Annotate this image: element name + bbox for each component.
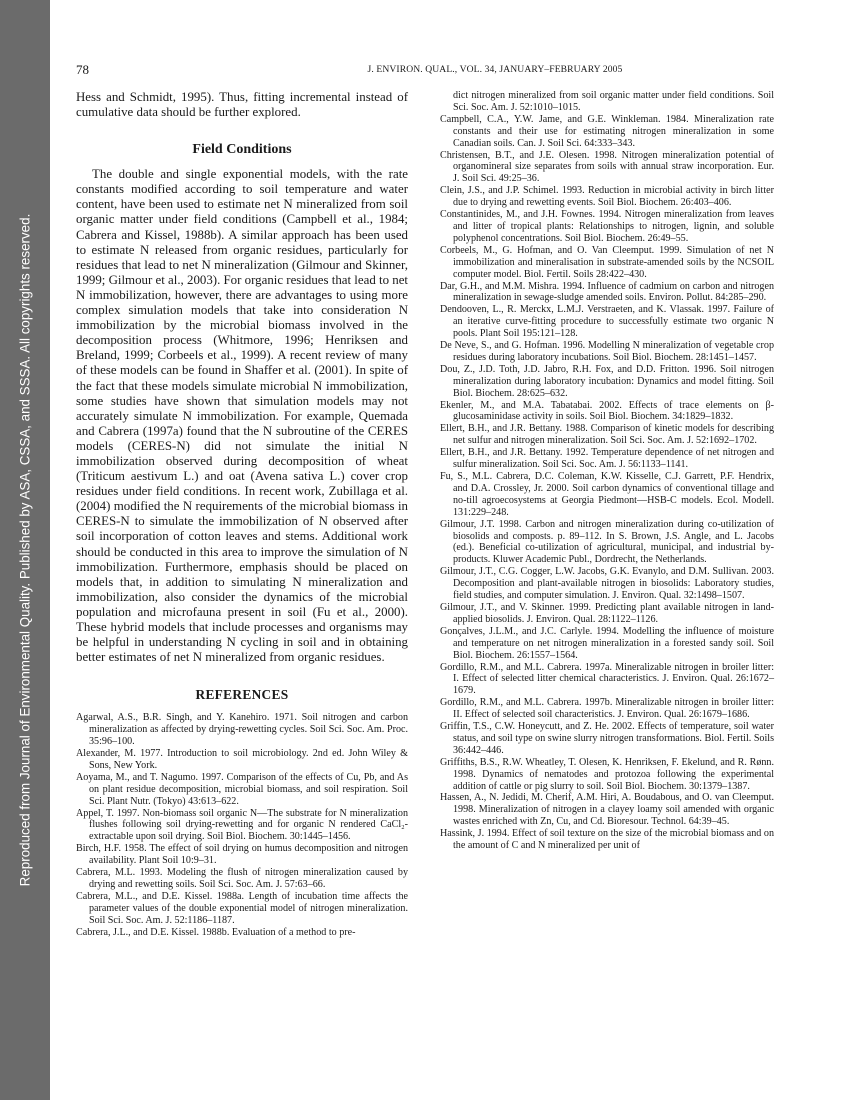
reference-entry: Gordillo, R.M., and M.L. Cabrera. 1997a. Mineralizable nitrogen in broiler litter: I. Effect of selected litter chemical characteristics. J. Environ. Qual. 26:1672–1679. (440, 661, 774, 697)
reference-entry: Hassink, J. 1994. Effect of soil texture on the size of the microbial biomass and on the amount of C and N mineralized per unit of (440, 828, 774, 852)
reference-entry: Birch, H.F. 1958. The effect of soil drying on humus decomposition and nitrogen availability. Plant Soil 10:9–31. (76, 843, 408, 867)
reference-entry: Alexander, M. 1977. Introduction to soil microbiology. 2nd ed. John Wiley & Sons, New York. (76, 748, 408, 771)
reference-entry: Ellert, B.H., and J.R. Bettany. 1988. Comparison of kinetic models for describing net sulfur and nitrogen mineralization. Soil Sci. Soc. Am. J. 52:1692–1702. (440, 423, 774, 447)
reference-list (440, 114, 774, 852)
reference-entry: Constantinides, M., and J.H. Fownes. 1994. Nitrogen mineralization from leaves and litter of tropical plants: Relationships to nitrogen, lignin, and soluble polyphenol concentrations. Soil Biol. Biochem. 26:49–55. (440, 209, 774, 244)
reference-entry: Dar, G.H., and M.M. Mishra. 1994. Influence of cadmium on carbon and nitrogen mineralization in sewage-sludge amended soils. Environ. Pollut. 84:285–290. (440, 280, 774, 304)
reference-entry: Gilmour, J.T., and V. Skinner. 1999. Predicting plant available nitrogen in land-applied biosolids. J. Environ. Qual. 28:1122–1126. (440, 601, 774, 625)
reference-entry: Griffiths, B.S., R.W. Wheatley, T. Olesen, K. Henriksen, F. Ekelund, and R. Rønn. 1998. Dynamics of nematodes and protozoa following the experimental addition of cattle or pig slurry to soil. Soil Biol. Biochem. 30:1379–1387. (440, 756, 774, 792)
reference-list (76, 712, 408, 938)
paragraph: The double and single exponential models, with the rate constants modified according to soil temperature and water content, have been used to estimate net N mineralized from soil organic matter under field conditions (Campbell et al., 1984; Cabrera and Kissel, 1988b). A similar approach has been used to estimate N released from organic residues, particularly for residues that lead to net N mineralization (Gilmour and Skinner, 1999; Gilmour et al., 2003). For organic residues that lead to net N immobilization, however, there are advantages to using more complex simulation models that take into consideration N immobilization by the microbial biomass involved in the decomposition process (Whitmore, 1996; Henriksen and Breland, 1999; Corbeels et al., 1999). A recent review of many of these models can be found in Shaffer et al. (2001). In spite of the fact that these models simulate microbial N immobilization, some studies have shown that simulation models may not accurately simulate N immobilization. For example, Quemada and Cabrera (1997a) found that the N subroutine of the CERES models (CERES-N) did not simulate the initial N immobilization observed during decomposition of wheat (Triticum aestivum L.) and oat (Avena sativa L.) cover crop residues under field conditions. In recent work, Zubillaga et al. (2004) modified the N requirements of the microbial biomass in CERES-N to simulate the immobilization of N observed after soil incorporation of cotton leaves and stems. Additional work should be conducted in this area to improve the simulation of N immobilization. Furthermore, emphasis should be placed on models that, in addition to simulating N mineralization and immobilization, also consider the dynamics of the microbial population and microfauna present in soil (Fu et al., 2000). These hybrid models that include processes and organisms may be helpful in understanding N cycling in soil and in obtaining better estimates of net N mineralized from organic residues. (76, 167, 408, 665)
reference-entry: Campbell, C.A., Y.W. Jame, and G.E. Winkleman. 1984. Mineralization rate constants and their use for estimating nitrogen mineralization in some Canadian soils. Can. J. Soil Sci. 64:333–343. (440, 113, 774, 149)
reference-entry: Gordillo, R.M., and M.L. Cabrera. 1997b. Mineralizable nitrogen in broiler litter: II. Effect of selected soil characteristics. J. Environ. Qual. 26:1679–1686. (440, 697, 774, 721)
reference-entry: Ellert, B.H., and J.R. Bettany. 1992. Temperature dependence of net nitrogen and sulfur mineralization. Soil Sci. Soc. Am. J. 56:1133–1141. (440, 447, 774, 471)
reference-entry: Griffin, T.S., C.W. Honeycutt, and Z. He. 2002. Effects of temperature, soil water status, and soil type on swine slurry nitrogen transformations. Biol. Fertil. Soils 36:442–446. (440, 721, 775, 756)
reference-continuation: dict nitrogen mineralized from soil organic matter under field conditions. Soil Sci. Soc. Am. J. 52:1010–1015. (453, 90, 774, 113)
reference-entry: Gonçalves, J.L.M., and J.C. Carlyle. 1994. Modelling the influence of moisture and temperature on net nitrogen mineralization in a forested sandy soil. Soil Biol. Biochem. 26:1557–1564. (440, 625, 774, 661)
references-heading: REFERENCES (195, 687, 289, 703)
page-number: 78 (76, 62, 89, 77)
reference-entry: Gilmour, J.T. 1998. Carbon and nitrogen mineralization during co-utilization of biosolids and composts. p. 89–112. In S. Brown, J.S. Angle, and L. Jacobs (ed.). Beneficial co-utilization of agricultural, municipal, and industrial by-products. Kluwer Academic Publ., Dordrecht, the Netherlands. (440, 518, 774, 566)
running-head: J. ENVIRON. QUAL., VOL. 34, JANUARY–FEBRUARY 2005 (367, 64, 623, 75)
reference-entry: Corbeels, M., G. Hofman, and O. Van Cleemput. 1999. Simulation of net N immobilization and mineralisation in substrate-amended soils by the NCSOIL computer model. Biol. Fertil. Soils 28:422–430. (440, 244, 774, 280)
reference-entry: Agarwal, A.S., B.R. Singh, and Y. Kanehiro. 1971. Soil nitrogen and carbon mineralization as affected by drying-rewetting cycles. Soil Sci. Soc. Am. Proc. 35:96–100. (76, 712, 408, 748)
copyright-sidebar (0, 0, 50, 1100)
reference-entry: Hassen, A., N. Jedidi, M. Cherif, A.M. Hiri, A. Boudabous, and O. van Cleemput. 1998. Mineralization of nitrogen in a clayey loamy soil amended with organic wastes enriched with Zn, Cu, and Cd. Bioresour. Technol. 64:39–45. (440, 792, 774, 828)
reference-entry: Christensen, B.T., and J.E. Olesen. 1998. Nitrogen mineralization potential of organomineral size separates from soils with annual straw incorporation. Eur. J. Soil Sci. 49:25–36. (440, 149, 774, 185)
left-column (76, 90, 408, 939)
reference-entry: De Neve, S., and G. Hofman. 1996. Modelling N mineralization of vegetable crop residues during laboratory incubations. Soil Biol. Biochem. 28:1451–1457. (440, 340, 774, 363)
right-column (440, 90, 774, 852)
reference-entry: Ekenler, M., and M.A. Tabatabai. 2002. Effects of trace elements on β-glucosaminidase activity in soils. Soil Biol. Biochem. 34:1829–1832. (440, 399, 774, 423)
paragraph: Hess and Schmidt, 1995). Thus, fitting incremental instead of cumulative data should be further explored. (76, 90, 408, 120)
reference-entry: Dendooven, L., R. Merckx, L.M.J. Verstraeten, and K. Vlassak. 1997. Failure of an iterative curve-fitting procedure to successfully estimate two organic N pools. Plant Soil 195:121–128. (440, 304, 774, 340)
reference-entry: Cabrera, J.L., and D.E. Kissel. 1988b. Evaluation of a method to pre- (76, 926, 356, 938)
copyright-notice: Reproduced from Journal of Environmental Quality. Published by ASA, CSSA, and SSSA. All copyrights reserved. (17, 213, 33, 887)
reference-entry: Appel, T. 1997. Non-biomass soil organic N—The substrate for N mineralization flushes following soil drying-rewetting and for organic N rendered CaCl₂-extractable upon soil drying. Soil Biol. Biochem. 30:1445–1456. (76, 807, 408, 843)
reference-entry: Aoyama, M., and T. Nagumo. 1997. Comparison of the effects of Cu, Pb, and As on plant residue decomposition, microbial biomass, and soil respiration. Soil Sci. Plant Nutr. (Tokyo) 43:613–622. (76, 771, 408, 807)
reference-entry: Fu, S., M.L. Cabrera, D.C. Coleman, K.W. Kisselle, C.J. Garrett, P.F. Hendrix, and D.A. Crossley, Jr. 2000. Soil carbon dynamics of conventional tillage and no-till agroecosystems at Georgia Piedmont—HSB-C models. Ecol. Modell. 131:229–248. (440, 471, 774, 518)
reference-entry: Cabrera, M.L. 1993. Modeling the flush of nitrogen mineralization caused by drying and rewetting soils. Soil Sci. Soc. Am. J. 57:63–66. (76, 867, 408, 890)
reference-entry: Clein, J.S., and J.P. Schimel. 1993. Reduction in microbial activity in birch litter due to drying and rewetting events. Soil Biol. Biochem. 26:403–406. (440, 185, 774, 209)
reference-entry: Dou, Z., J.D. Toth, J.D. Jabro, R.H. Fox, and D.D. Fritton. 1996. Soil nitrogen mineralization during laboratory incubation: Dynamics and model fitting. Soil Biol. Biochem. 28:625–632. (440, 363, 774, 399)
section-heading: Field Conditions (192, 142, 292, 158)
reference-entry: Cabrera, M.L., and D.E. Kissel. 1988a. Length of incubation time affects the parameter values of the double exponential model of nitrogen mineralization. Soil Sci. Soc. Am. J. 52:1186–1187. (76, 890, 408, 926)
reference-entry: Gilmour, J.T., C.G. Cogger, L.W. Jacobs, G.K. Evanylo, and D.M. Sullivan. 2003. Decomposition and plant-available nitrogen in biosolids: Laboratory studies, field studies, and computer simulation. J. Environ. Qual. 32:1498–1507. (440, 566, 774, 602)
